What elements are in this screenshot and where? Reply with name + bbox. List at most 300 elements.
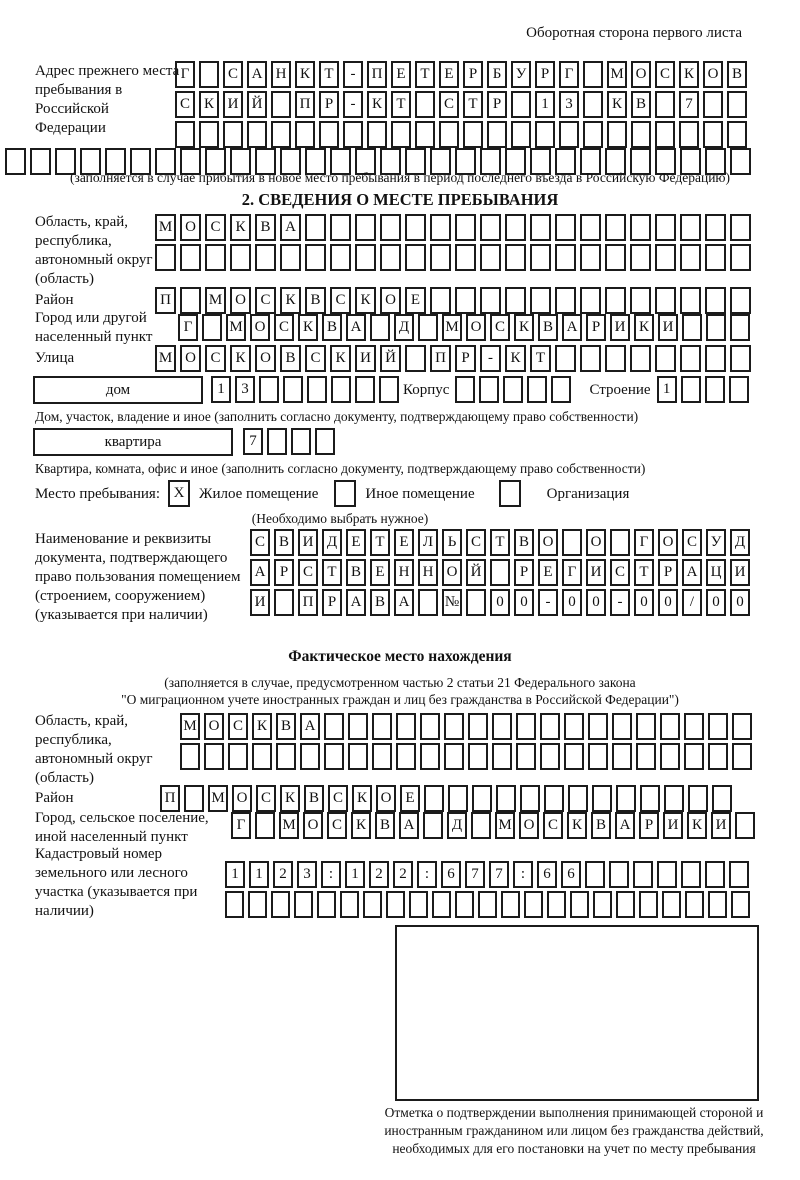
char-cell[interactable]: Д bbox=[730, 529, 750, 556]
char-cell[interactable] bbox=[684, 743, 704, 770]
char-cell[interactable] bbox=[505, 244, 526, 271]
char-cell[interactable] bbox=[559, 121, 579, 148]
char-cell[interactable] bbox=[547, 891, 566, 918]
char-cell[interactable]: И bbox=[730, 559, 750, 586]
char-cell[interactable] bbox=[420, 743, 440, 770]
char-cell[interactable] bbox=[280, 244, 301, 271]
char-cell[interactable] bbox=[679, 121, 699, 148]
char-cell[interactable]: Г bbox=[559, 61, 579, 88]
char-cell[interactable]: 0 bbox=[730, 589, 750, 616]
char-cell[interactable]: Т bbox=[370, 529, 390, 556]
char-cell[interactable] bbox=[271, 91, 291, 118]
char-cell[interactable]: - bbox=[343, 91, 363, 118]
char-cell[interactable] bbox=[705, 287, 726, 314]
char-cell[interactable] bbox=[655, 91, 675, 118]
char-cell[interactable]: К bbox=[351, 812, 371, 839]
char-cell[interactable] bbox=[588, 743, 608, 770]
char-cell[interactable] bbox=[420, 713, 440, 740]
char-cell[interactable] bbox=[605, 214, 626, 241]
char-cell[interactable] bbox=[223, 121, 243, 148]
char-cell[interactable] bbox=[180, 743, 200, 770]
char-cell[interactable] bbox=[430, 287, 451, 314]
char-cell[interactable]: В bbox=[304, 785, 324, 812]
char-cell[interactable] bbox=[657, 861, 677, 888]
char-cell[interactable] bbox=[271, 121, 291, 148]
char-cell[interactable]: К bbox=[505, 345, 526, 372]
char-cell[interactable] bbox=[551, 376, 571, 403]
char-cell[interactable] bbox=[225, 891, 244, 918]
char-cell[interactable]: - bbox=[480, 345, 501, 372]
char-cell[interactable]: М bbox=[607, 61, 627, 88]
char-cell[interactable]: О bbox=[232, 785, 252, 812]
char-cell[interactable] bbox=[730, 345, 751, 372]
char-cell[interactable] bbox=[283, 376, 303, 403]
char-cell[interactable] bbox=[735, 812, 755, 839]
char-cell[interactable]: Е bbox=[405, 287, 426, 314]
char-cell[interactable]: У bbox=[706, 529, 726, 556]
char-cell[interactable]: Р bbox=[514, 559, 534, 586]
char-cell[interactable] bbox=[490, 559, 510, 586]
char-cell[interactable]: В bbox=[255, 214, 276, 241]
char-cell[interactable] bbox=[703, 121, 723, 148]
char-cell[interactable] bbox=[455, 244, 476, 271]
char-cell[interactable] bbox=[184, 785, 204, 812]
char-cell[interactable]: Р bbox=[455, 345, 476, 372]
char-cell[interactable] bbox=[274, 589, 294, 616]
char-cell[interactable]: Р bbox=[463, 61, 483, 88]
char-cell[interactable] bbox=[516, 743, 536, 770]
char-cell[interactable] bbox=[409, 891, 428, 918]
char-cell[interactable]: К bbox=[330, 345, 351, 372]
char-cell[interactable] bbox=[680, 244, 701, 271]
char-cell[interactable] bbox=[294, 891, 313, 918]
char-cell[interactable] bbox=[688, 785, 708, 812]
char-cell[interactable] bbox=[605, 287, 626, 314]
char-cell[interactable]: К bbox=[567, 812, 587, 839]
char-cell[interactable] bbox=[555, 214, 576, 241]
char-cell[interactable]: Е bbox=[370, 559, 390, 586]
char-cell[interactable]: 6 bbox=[561, 861, 581, 888]
char-cell[interactable]: 0 bbox=[706, 589, 726, 616]
char-cell[interactable]: В bbox=[591, 812, 611, 839]
char-cell[interactable] bbox=[555, 244, 576, 271]
char-cell[interactable] bbox=[631, 121, 651, 148]
char-cell[interactable] bbox=[348, 743, 368, 770]
char-cell[interactable]: И bbox=[298, 529, 318, 556]
char-cell[interactable] bbox=[562, 529, 582, 556]
char-cell[interactable]: 7 bbox=[465, 861, 485, 888]
char-cell[interactable] bbox=[415, 121, 435, 148]
char-cell[interactable]: П bbox=[155, 287, 176, 314]
char-cell[interactable]: О bbox=[380, 287, 401, 314]
char-cell[interactable]: К bbox=[280, 287, 301, 314]
char-cell[interactable] bbox=[324, 713, 344, 740]
char-cell[interactable] bbox=[480, 214, 501, 241]
char-cell[interactable]: - bbox=[343, 61, 363, 88]
char-cell[interactable]: 0 bbox=[490, 589, 510, 616]
char-cell[interactable]: 7 bbox=[679, 91, 699, 118]
char-cell[interactable]: К bbox=[355, 287, 376, 314]
char-cell[interactable]: С bbox=[330, 287, 351, 314]
char-cell[interactable] bbox=[455, 214, 476, 241]
char-cell[interactable]: С bbox=[250, 529, 270, 556]
char-cell[interactable]: К bbox=[687, 812, 707, 839]
char-cell[interactable]: О bbox=[519, 812, 539, 839]
char-cell[interactable] bbox=[640, 785, 660, 812]
char-cell[interactable] bbox=[355, 376, 375, 403]
char-cell[interactable]: Е bbox=[346, 529, 366, 556]
char-cell[interactable] bbox=[583, 61, 603, 88]
char-cell[interactable] bbox=[729, 861, 749, 888]
char-cell[interactable]: В bbox=[322, 314, 342, 341]
char-cell[interactable]: О bbox=[586, 529, 606, 556]
char-cell[interactable] bbox=[439, 121, 459, 148]
char-cell[interactable] bbox=[730, 214, 751, 241]
char-cell[interactable] bbox=[492, 743, 512, 770]
char-cell[interactable]: Р bbox=[586, 314, 606, 341]
char-cell[interactable] bbox=[379, 376, 399, 403]
char-cell[interactable]: 2 bbox=[369, 861, 389, 888]
char-cell[interactable]: 1 bbox=[657, 376, 677, 403]
char-cell[interactable]: В bbox=[274, 529, 294, 556]
char-cell[interactable] bbox=[639, 891, 658, 918]
char-cell[interactable]: М bbox=[205, 287, 226, 314]
char-cell[interactable] bbox=[612, 713, 632, 740]
char-cell[interactable]: И bbox=[610, 314, 630, 341]
char-cell[interactable]: Р bbox=[322, 589, 342, 616]
char-cell[interactable]: Н bbox=[394, 559, 414, 586]
char-cell[interactable] bbox=[355, 244, 376, 271]
char-cell[interactable]: Т bbox=[490, 529, 510, 556]
char-cell[interactable]: М bbox=[180, 713, 200, 740]
char-cell[interactable] bbox=[430, 214, 451, 241]
char-cell[interactable] bbox=[655, 214, 676, 241]
char-cell[interactable] bbox=[636, 713, 656, 740]
char-cell[interactable]: К bbox=[280, 785, 300, 812]
char-cell[interactable]: / bbox=[682, 589, 702, 616]
char-cell[interactable] bbox=[583, 91, 603, 118]
char-cell[interactable] bbox=[330, 214, 351, 241]
char-cell[interactable]: Г bbox=[231, 812, 251, 839]
char-cell[interactable] bbox=[680, 287, 701, 314]
char-cell[interactable]: Р bbox=[639, 812, 659, 839]
char-cell[interactable] bbox=[330, 244, 351, 271]
char-cell[interactable]: Д bbox=[322, 529, 342, 556]
char-cell[interactable] bbox=[199, 61, 219, 88]
char-cell[interactable]: 1 bbox=[211, 376, 231, 403]
char-cell[interactable] bbox=[305, 214, 326, 241]
char-cell[interactable] bbox=[271, 891, 290, 918]
char-cell[interactable] bbox=[480, 244, 501, 271]
char-cell[interactable]: В bbox=[370, 589, 390, 616]
char-cell[interactable]: О bbox=[303, 812, 323, 839]
char-cell[interactable] bbox=[468, 713, 488, 740]
char-cell[interactable] bbox=[706, 314, 726, 341]
char-cell[interactable] bbox=[730, 244, 751, 271]
char-cell[interactable]: М bbox=[155, 345, 176, 372]
char-cell[interactable] bbox=[708, 891, 727, 918]
char-cell[interactable]: 2 bbox=[273, 861, 293, 888]
char-cell[interactable] bbox=[616, 891, 635, 918]
char-cell[interactable]: 1 bbox=[225, 861, 245, 888]
char-cell[interactable] bbox=[478, 891, 497, 918]
char-cell[interactable] bbox=[424, 785, 444, 812]
char-cell[interactable] bbox=[703, 91, 723, 118]
char-cell[interactable]: Н bbox=[271, 61, 291, 88]
char-cell[interactable] bbox=[396, 743, 416, 770]
char-cell[interactable]: К bbox=[252, 713, 272, 740]
char-cell[interactable]: Е bbox=[391, 61, 411, 88]
char-cell[interactable] bbox=[680, 214, 701, 241]
char-cell[interactable] bbox=[370, 314, 390, 341]
char-cell[interactable] bbox=[580, 287, 601, 314]
char-cell[interactable] bbox=[205, 244, 226, 271]
char-cell[interactable]: С bbox=[305, 345, 326, 372]
char-cell[interactable] bbox=[580, 214, 601, 241]
char-cell[interactable]: Ь bbox=[442, 529, 462, 556]
char-cell[interactable] bbox=[307, 376, 327, 403]
char-cell[interactable]: О bbox=[255, 345, 276, 372]
char-cell[interactable]: Ц bbox=[706, 559, 726, 586]
char-cell[interactable] bbox=[630, 287, 651, 314]
char-cell[interactable]: О bbox=[631, 61, 651, 88]
char-cell[interactable] bbox=[391, 121, 411, 148]
char-cell[interactable]: К bbox=[298, 314, 318, 341]
char-cell[interactable] bbox=[291, 428, 311, 455]
char-cell[interactable] bbox=[363, 891, 382, 918]
char-cell[interactable]: 1 bbox=[535, 91, 555, 118]
char-cell[interactable] bbox=[660, 743, 680, 770]
char-cell[interactable]: В bbox=[375, 812, 395, 839]
char-cell[interactable] bbox=[448, 785, 468, 812]
char-cell[interactable]: О bbox=[204, 713, 224, 740]
char-cell[interactable]: 1 bbox=[345, 861, 365, 888]
char-cell[interactable] bbox=[505, 287, 526, 314]
char-cell[interactable]: М bbox=[495, 812, 515, 839]
char-cell[interactable]: С bbox=[175, 91, 195, 118]
char-cell[interactable] bbox=[247, 121, 267, 148]
char-cell[interactable] bbox=[423, 812, 443, 839]
char-cell[interactable]: 0 bbox=[658, 589, 678, 616]
char-cell[interactable]: 0 bbox=[586, 589, 606, 616]
char-cell[interactable]: П bbox=[367, 61, 387, 88]
char-cell[interactable] bbox=[593, 891, 612, 918]
char-cell[interactable] bbox=[418, 589, 438, 616]
char-cell[interactable]: С bbox=[466, 529, 486, 556]
char-cell[interactable]: И bbox=[586, 559, 606, 586]
char-cell[interactable]: К bbox=[367, 91, 387, 118]
char-cell[interactable] bbox=[732, 743, 752, 770]
char-cell[interactable] bbox=[501, 891, 520, 918]
char-cell[interactable]: Е bbox=[394, 529, 414, 556]
char-cell[interactable]: С bbox=[256, 785, 276, 812]
char-cell[interactable]: И bbox=[250, 589, 270, 616]
char-cell[interactable]: Р bbox=[535, 61, 555, 88]
char-cell[interactable] bbox=[466, 589, 486, 616]
char-cell[interactable]: К bbox=[679, 61, 699, 88]
char-cell[interactable] bbox=[255, 244, 276, 271]
char-cell[interactable] bbox=[472, 785, 492, 812]
char-cell[interactable]: Й bbox=[380, 345, 401, 372]
char-cell[interactable] bbox=[331, 376, 351, 403]
char-cell[interactable] bbox=[267, 428, 287, 455]
char-cell[interactable]: У bbox=[511, 61, 531, 88]
char-cell[interactable]: Л bbox=[418, 529, 438, 556]
char-cell[interactable] bbox=[386, 891, 405, 918]
char-cell[interactable] bbox=[605, 244, 626, 271]
char-cell[interactable]: С bbox=[255, 287, 276, 314]
char-cell[interactable] bbox=[705, 214, 726, 241]
char-cell[interactable] bbox=[540, 713, 560, 740]
char-cell[interactable] bbox=[705, 861, 725, 888]
char-cell[interactable] bbox=[276, 743, 296, 770]
char-cell[interactable] bbox=[527, 376, 547, 403]
char-cell[interactable] bbox=[730, 287, 751, 314]
char-cell[interactable] bbox=[712, 785, 732, 812]
char-cell[interactable]: С bbox=[655, 61, 675, 88]
char-cell[interactable] bbox=[580, 244, 601, 271]
char-cell[interactable]: Д bbox=[394, 314, 414, 341]
char-cell[interactable]: Т bbox=[391, 91, 411, 118]
char-cell[interactable] bbox=[568, 785, 588, 812]
char-cell[interactable] bbox=[535, 121, 555, 148]
char-cell[interactable]: С bbox=[205, 345, 226, 372]
char-cell[interactable]: С bbox=[327, 812, 347, 839]
char-cell[interactable]: А bbox=[615, 812, 635, 839]
char-cell[interactable]: О bbox=[180, 214, 201, 241]
char-cell[interactable] bbox=[405, 345, 426, 372]
char-cell[interactable]: С bbox=[328, 785, 348, 812]
char-cell[interactable] bbox=[570, 891, 589, 918]
checkbox-other-premises[interactable] bbox=[334, 480, 356, 507]
char-cell[interactable] bbox=[155, 244, 176, 271]
char-cell[interactable] bbox=[655, 345, 676, 372]
char-cell[interactable]: К bbox=[230, 345, 251, 372]
char-cell[interactable]: О bbox=[703, 61, 723, 88]
char-cell[interactable] bbox=[555, 345, 576, 372]
char-cell[interactable] bbox=[230, 244, 251, 271]
char-cell[interactable] bbox=[228, 743, 248, 770]
char-cell[interactable]: И bbox=[658, 314, 678, 341]
char-cell[interactable] bbox=[202, 314, 222, 341]
char-cell[interactable]: К bbox=[514, 314, 534, 341]
char-cell[interactable]: П bbox=[298, 589, 318, 616]
char-cell[interactable] bbox=[530, 287, 551, 314]
char-cell[interactable] bbox=[524, 891, 543, 918]
char-cell[interactable]: 0 bbox=[562, 589, 582, 616]
char-cell[interactable] bbox=[180, 244, 201, 271]
char-cell[interactable] bbox=[655, 287, 676, 314]
char-cell[interactable] bbox=[727, 121, 747, 148]
char-cell[interactable]: Е bbox=[439, 61, 459, 88]
char-cell[interactable] bbox=[479, 376, 499, 403]
char-cell[interactable] bbox=[199, 121, 219, 148]
char-cell[interactable] bbox=[555, 287, 576, 314]
char-cell[interactable]: В bbox=[346, 559, 366, 586]
char-cell[interactable]: : bbox=[417, 861, 437, 888]
char-cell[interactable]: Т bbox=[322, 559, 342, 586]
char-cell[interactable]: Т bbox=[415, 61, 435, 88]
char-cell[interactable]: Р bbox=[274, 559, 294, 586]
char-cell[interactable] bbox=[681, 861, 701, 888]
char-cell[interactable] bbox=[405, 244, 426, 271]
char-cell[interactable]: А bbox=[562, 314, 582, 341]
char-cell[interactable] bbox=[367, 121, 387, 148]
char-cell[interactable] bbox=[463, 121, 483, 148]
char-cell[interactable] bbox=[248, 891, 267, 918]
char-cell[interactable]: С bbox=[682, 529, 702, 556]
char-cell[interactable]: 7 bbox=[243, 428, 263, 455]
char-cell[interactable]: Р bbox=[319, 91, 339, 118]
char-cell[interactable] bbox=[705, 244, 726, 271]
char-cell[interactable] bbox=[430, 244, 451, 271]
char-cell[interactable] bbox=[340, 891, 359, 918]
char-cell[interactable]: 0 bbox=[634, 589, 654, 616]
char-cell[interactable]: В bbox=[538, 314, 558, 341]
char-cell[interactable]: С bbox=[205, 214, 226, 241]
char-cell[interactable] bbox=[680, 345, 701, 372]
char-cell[interactable]: В bbox=[631, 91, 651, 118]
char-cell[interactable]: К bbox=[352, 785, 372, 812]
char-cell[interactable]: О bbox=[230, 287, 251, 314]
char-cell[interactable] bbox=[684, 713, 704, 740]
char-cell[interactable]: О bbox=[466, 314, 486, 341]
char-cell[interactable] bbox=[319, 121, 339, 148]
char-cell[interactable] bbox=[255, 812, 275, 839]
char-cell[interactable] bbox=[609, 861, 629, 888]
char-cell[interactable]: 6 bbox=[537, 861, 557, 888]
char-cell[interactable] bbox=[705, 345, 726, 372]
char-cell[interactable]: Г bbox=[634, 529, 654, 556]
char-cell[interactable] bbox=[708, 713, 728, 740]
char-cell[interactable]: Т bbox=[530, 345, 551, 372]
char-cell[interactable] bbox=[727, 91, 747, 118]
char-cell[interactable]: А bbox=[280, 214, 301, 241]
confirmation-stamp-box[interactable] bbox=[395, 925, 759, 1101]
char-cell[interactable] bbox=[295, 121, 315, 148]
char-cell[interactable]: И bbox=[663, 812, 683, 839]
char-cell[interactable] bbox=[630, 244, 651, 271]
char-cell[interactable] bbox=[455, 891, 474, 918]
char-cell[interactable]: - bbox=[538, 589, 558, 616]
char-cell[interactable]: М bbox=[208, 785, 228, 812]
char-cell[interactable]: А bbox=[250, 559, 270, 586]
char-cell[interactable]: О bbox=[658, 529, 678, 556]
char-cell[interactable]: К bbox=[295, 61, 315, 88]
char-cell[interactable]: С bbox=[228, 713, 248, 740]
char-cell[interactable] bbox=[487, 121, 507, 148]
char-cell[interactable] bbox=[396, 713, 416, 740]
char-cell[interactable] bbox=[610, 529, 630, 556]
char-cell[interactable]: А bbox=[346, 314, 366, 341]
char-cell[interactable]: М bbox=[226, 314, 246, 341]
char-cell[interactable]: Е bbox=[538, 559, 558, 586]
char-cell[interactable] bbox=[315, 428, 335, 455]
char-cell[interactable]: К bbox=[199, 91, 219, 118]
char-cell[interactable]: Й bbox=[466, 559, 486, 586]
char-cell[interactable] bbox=[324, 743, 344, 770]
char-cell[interactable]: К bbox=[607, 91, 627, 118]
char-cell[interactable] bbox=[175, 121, 195, 148]
char-cell[interactable]: 7 bbox=[489, 861, 509, 888]
char-cell[interactable] bbox=[530, 214, 551, 241]
char-cell[interactable] bbox=[380, 214, 401, 241]
char-cell[interactable] bbox=[405, 214, 426, 241]
char-cell[interactable]: 3 bbox=[297, 861, 317, 888]
char-cell[interactable]: В bbox=[305, 287, 326, 314]
char-cell[interactable]: : bbox=[513, 861, 533, 888]
char-cell[interactable] bbox=[583, 121, 603, 148]
